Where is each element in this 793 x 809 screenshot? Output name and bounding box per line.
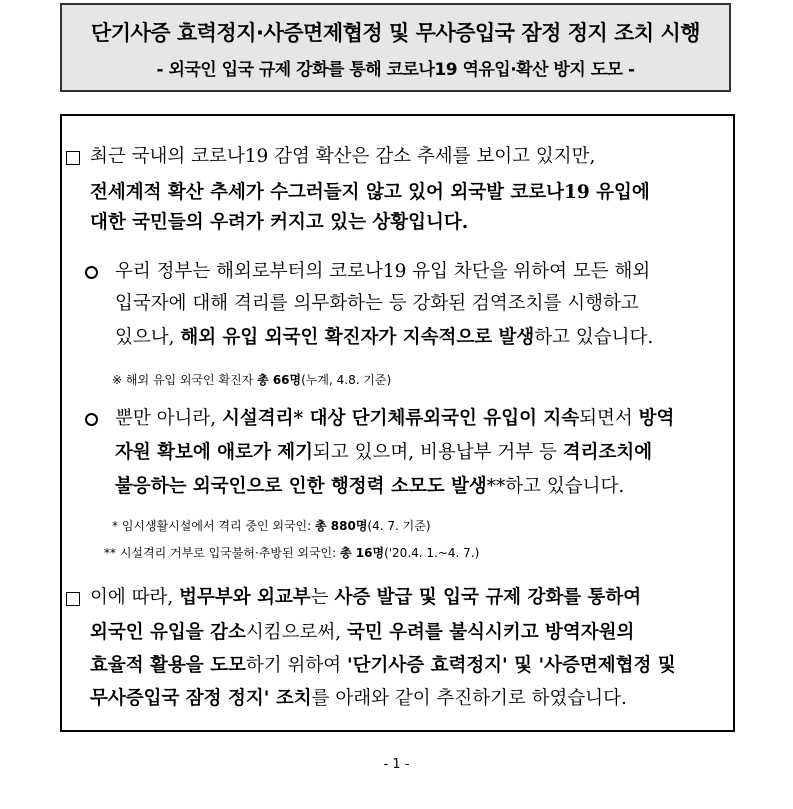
- bullet2-note2: ** 시설격리 거부로 입국불허·추방된 외국인: 총 16명('20.4. 1.~4. 7.): [104, 546, 480, 560]
- bullet1-line3: 있으나, 해외 유입 외국인 확진자가 지속적으로 발생하고 있습니다.: [115, 327, 654, 348]
- bullet2-line1: 뿐만 아니라, 시설격리* 대상 단기체류외국인 유입이 지속되면서 방역: [115, 408, 675, 429]
- page-number: - 1 -: [383, 757, 410, 772]
- bullet1-line1: 우리 정부는 해외로부터의 코로나19 유입 차단을 위하여 모든 해외: [115, 261, 651, 282]
- checkbox-square-icon: [66, 592, 80, 606]
- bullet1-note: ※ 해외 유입 외국인 확진자 총 66명(누계, 4.8. 기준): [112, 373, 392, 387]
- section2-line1: 이에 따라, 법무부와 외교부는 사증 발급 및 입국 규제 강화를 통하여: [90, 587, 642, 608]
- document-title: 단기사증 효력정지·사증면제협정 및 무사증입국 잠정 정지 조치 시행: [90, 21, 701, 45]
- section1-line2: 전세계적 확산 추세가 수그러들지 않고 있어 외국발 코로나19 유입에: [90, 182, 650, 203]
- section2-line3: 효율적 활용을 도모하기 위하여 '단기사증 효력정지' 및 '사증면제협정 및: [90, 655, 676, 676]
- section1-line3: 대한 국민들의 우려가 커지고 있는 상황입니다.: [90, 212, 469, 233]
- content-box: [60, 114, 735, 732]
- bullet2-note1: * 임시생활시설에서 격리 중인 외국인: 총 880명(4. 7. 기준): [112, 519, 431, 533]
- section2-line2: 외국인 유입을 감소시킴으로써, 국민 우려를 불식시키고 방역자원의: [90, 622, 635, 643]
- checkbox-square-icon: [66, 151, 80, 165]
- document-subtitle: - 외국인 입국 규제 강화를 통해 코로나19 역유입·확산 방지 도모 -: [156, 60, 635, 80]
- bullet1-line2: 입국자에 대해 격리를 의무화하는 등 강화된 검역조치를 시행하고: [115, 293, 639, 314]
- section1-line1: 최근 국내의 코로나19 감염 확산은 감소 추세를 보이고 있지만,: [90, 146, 596, 167]
- bullet2-line2: 자원 확보에 애로가 제기되고 있으며, 비용납부 거부 등 격리조치에: [115, 442, 653, 463]
- bullet2-line3: 불응하는 외국인으로 인한 행정력 소모도 발생**하고 있습니다.: [115, 476, 625, 497]
- section2-line4: 무사증입국 잠정 정지' 조치를 아래와 같이 추진하기로 하였습니다.: [90, 688, 627, 709]
- bullet-circle-icon: [85, 266, 98, 279]
- title-box: [60, 3, 731, 92]
- bullet-circle-icon: [85, 413, 98, 426]
